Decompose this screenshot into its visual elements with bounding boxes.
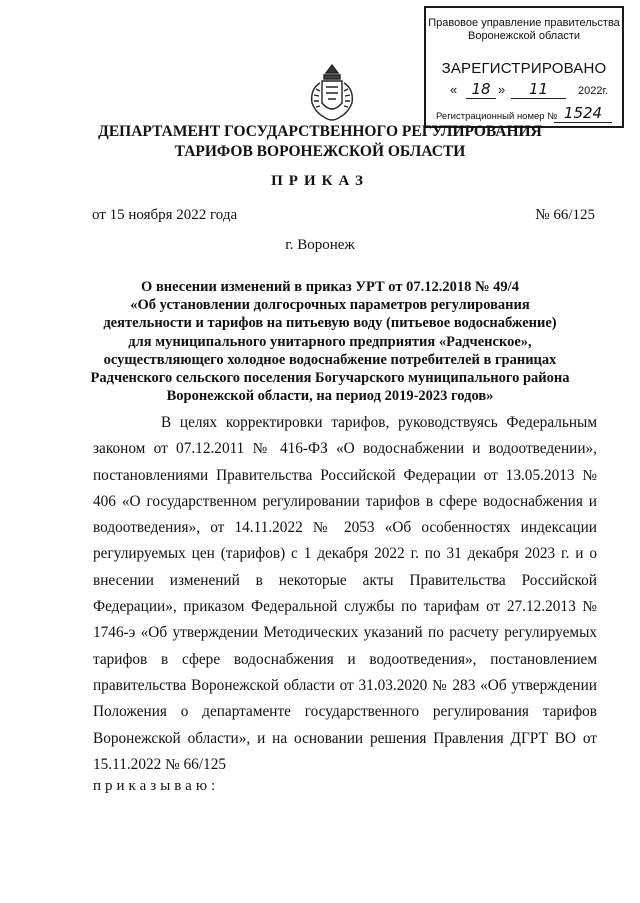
document-number: № 66/125 [535, 207, 595, 223]
title-line: «Об установлении долгосрочных параметров регулирования [130, 297, 530, 314]
body-paragraph [93, 410, 597, 778]
department-name [0, 122, 640, 162]
stamp-year: 2022г. [578, 85, 609, 97]
stamp-day: 18 [466, 80, 496, 99]
stamp-registered-label: ЗАРЕГИСТРИРОВАНО [441, 60, 607, 77]
order-word: приказываю: [93, 778, 220, 794]
title-line: для муниципального унитарного предприятия «Радченское», [128, 333, 532, 350]
title-line: осуществляющего холодное водоснабжение потребителей в границах [103, 351, 557, 368]
stamp-org-line2: Воронежской области [467, 30, 580, 42]
document-date: от 15 ноября 2022 года [92, 207, 238, 223]
stamp-month: 11 [511, 80, 566, 99]
stamp-number: 1524 [554, 104, 612, 123]
registration-stamp [424, 6, 624, 128]
coat-of-arms-icon [306, 63, 358, 125]
department-line2: ТАРИФОВ ВОРОНЕЖСКОЙ ОБЛАСТИ [174, 143, 466, 160]
stamp-org-line1: Правовое управление правительства [428, 17, 620, 29]
stamp-number-label: Регистрационный номер № [436, 111, 558, 122]
department-line1: ДЕПАРТАМЕНТ ГОСУДАРСТВЕННОГО РЕГУЛИРОВАНИЯ [98, 123, 542, 140]
stamp-close-quote: » [498, 82, 506, 97]
title-line: деятельности и тарифов на питьевую воду (питьевое водоснабжение) [103, 315, 557, 332]
document-type: ПРИКАЗ [271, 173, 369, 189]
title-line: О внесении изменений в приказ УРТ от 07.12.2018 № 49/4 [141, 279, 519, 295]
body-text: В целях корректировки тарифов, руководствуясь Федеральным законом от 07.12.2011 № 416-ФЗ «О водоснабжении и водоотведении», постановлениями Правительства Российской Федерации от 13.05.2013 № 406 «О государственном регулировании тарифов в сфере водоснабжения и водоотведения», от 14.11.2022 № 2053 «Об особенностях индексации регулируемых цен (тарифов) с 1 декабря 2022 г. по 31 декабря 2023 г. и о внесении изменений в некоторые акты Правительства Российской Федерации», приказом Федеральной службы по тарифам от 27.12.2013 № 1746-э «Об утверждении Методических указаний по расчету регулируемых тарифов в сфере водоснабжения и водоотведения», постановлением правительства Воронежской области от 31.03.2020 № 283 «Об утверждении Положения о департаменте государственного регулирования тарифов Воронежской области», и на основании решения Правления ДГРТ ВО от 15.11.2022 № 66/125 [93, 414, 597, 773]
document-title [70, 278, 590, 405]
title-line: Радченского сельского поселения Богучарского муниципального района [90, 370, 570, 387]
title-line: Воронежской области, на период 2019-2023 годов» [166, 388, 494, 405]
stamp-open-quote: « [450, 82, 458, 97]
document-city: г. Воронеж [285, 237, 355, 253]
